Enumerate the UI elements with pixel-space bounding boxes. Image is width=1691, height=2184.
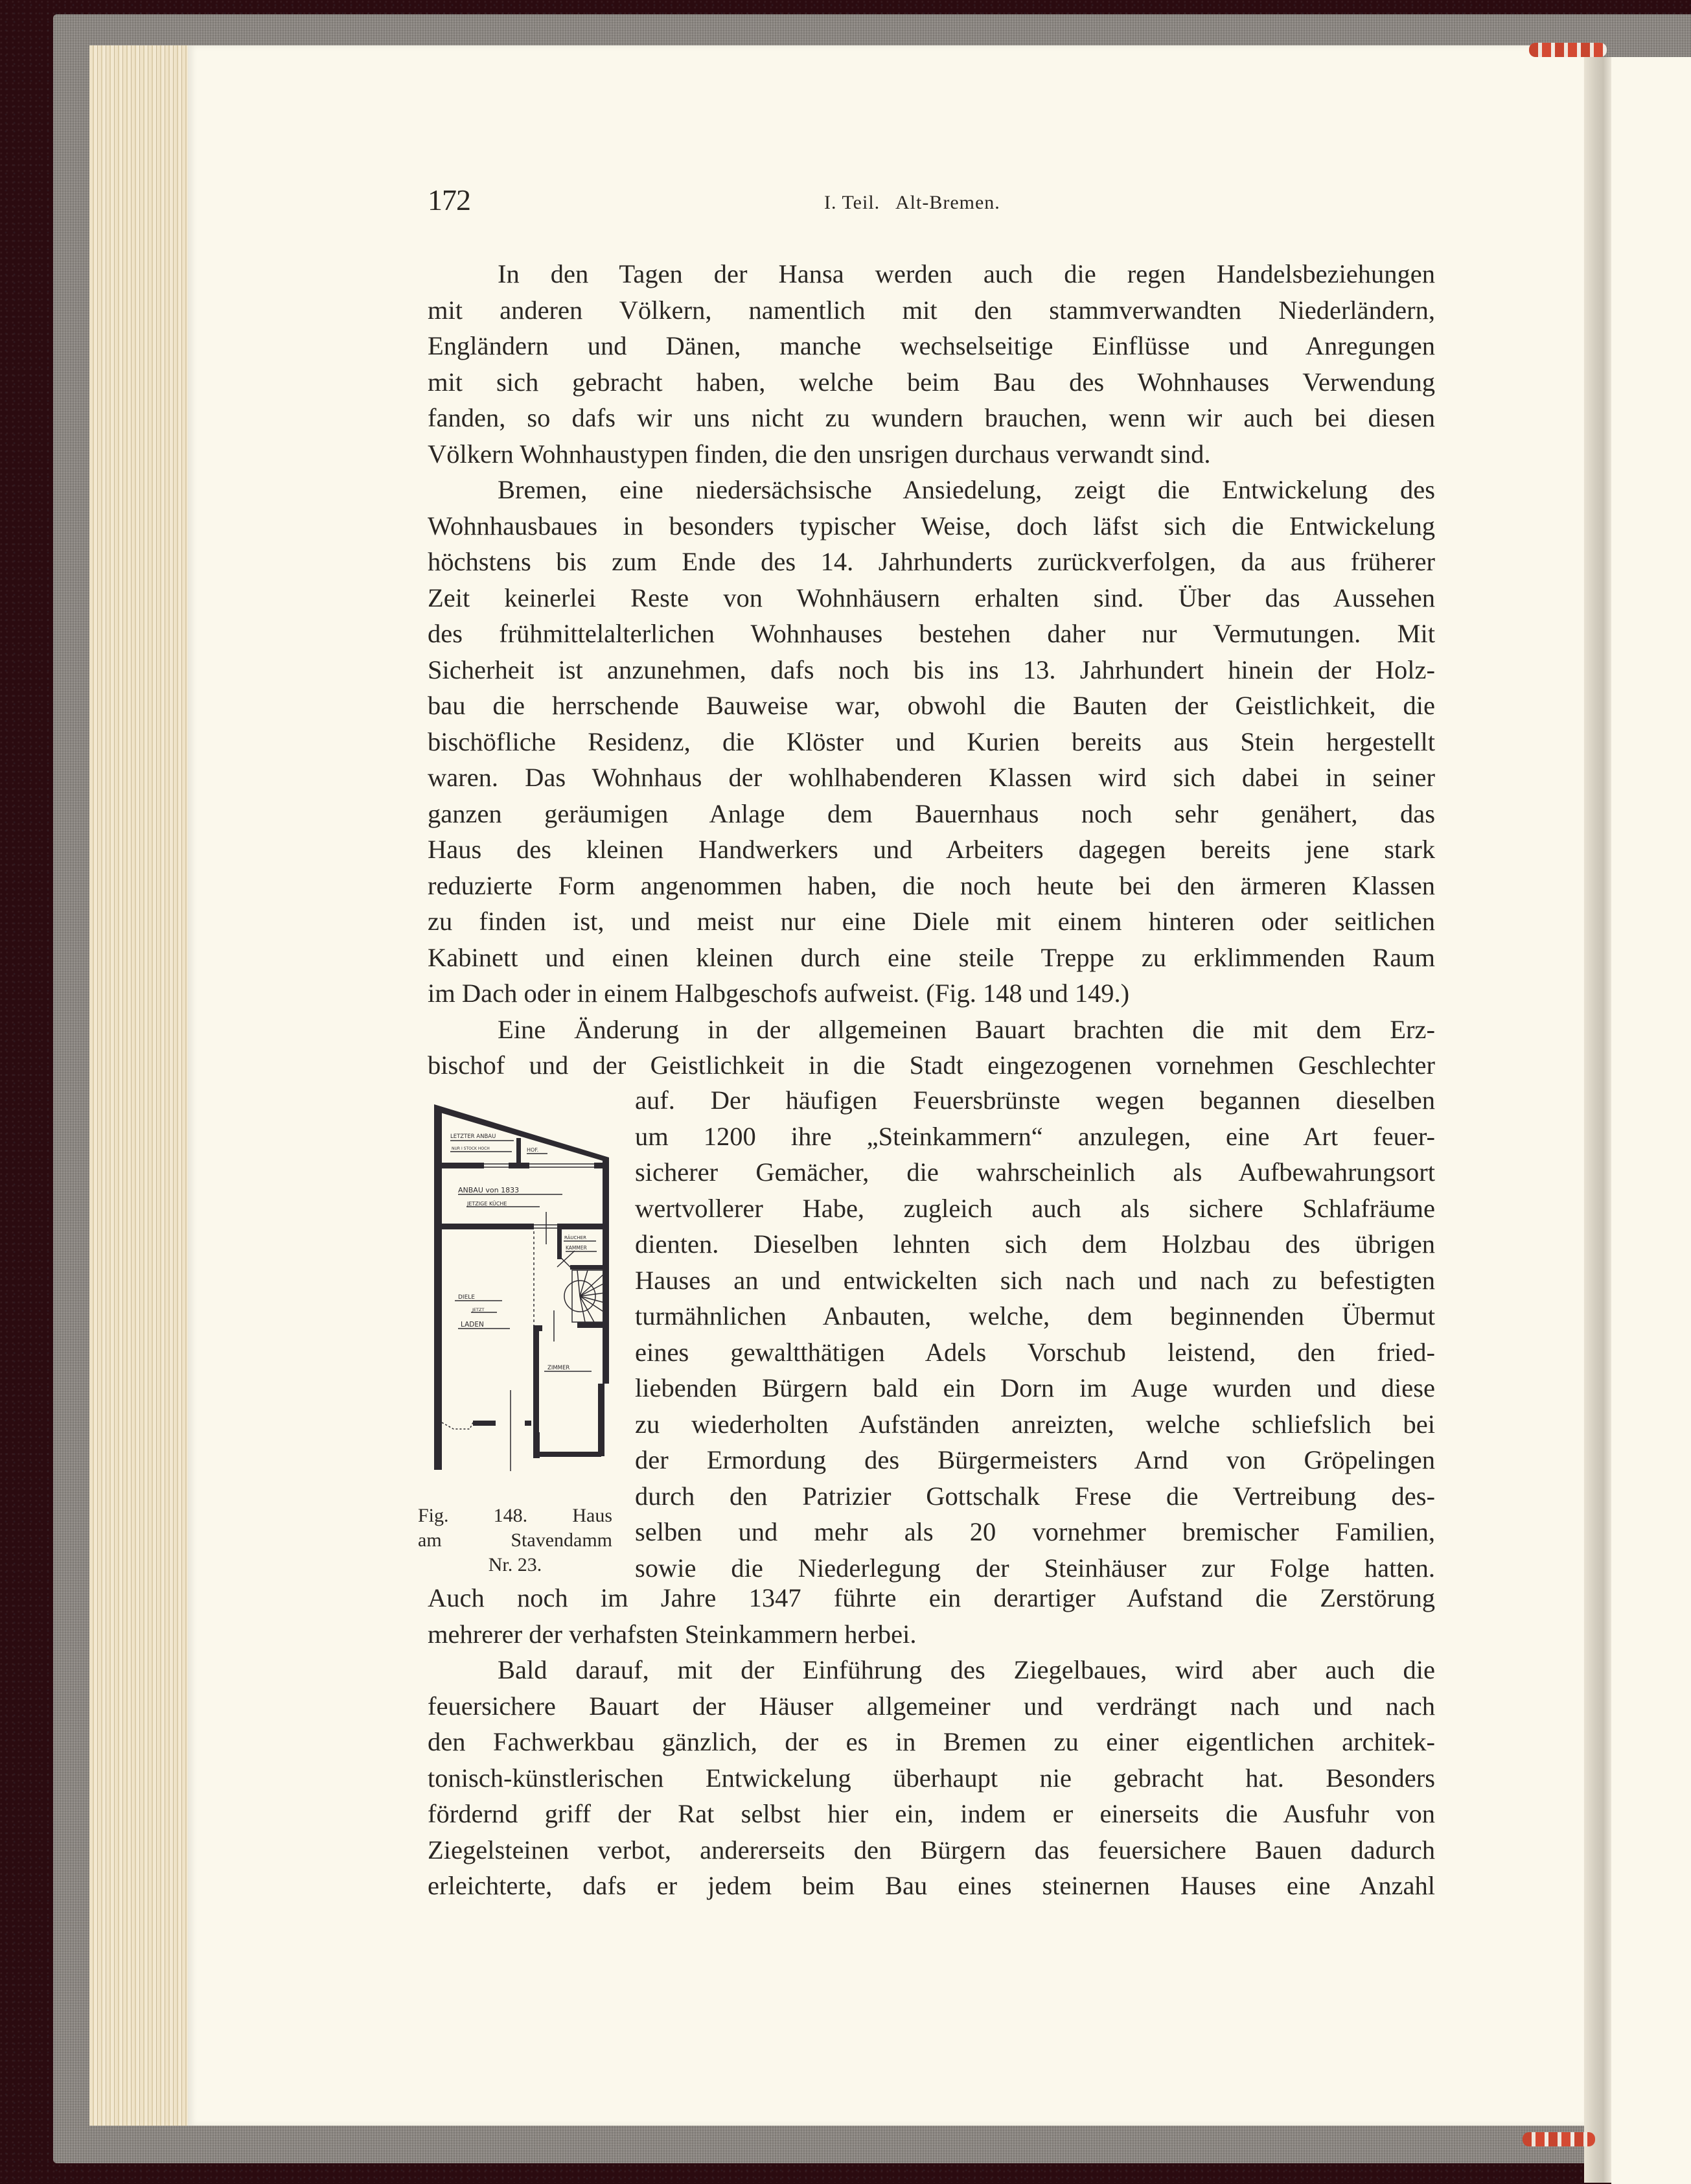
running-title: I. Teil. Alt-Bremen. (824, 192, 1000, 213)
plan-label-jetzige-kueche: JETZIGE KÜCHE (467, 1201, 507, 1207)
plan-label-hof: HOF. (527, 1147, 539, 1153)
plan-label-jetzt: JETZT (472, 1307, 485, 1312)
floor-plan-figure (424, 1095, 619, 1478)
floor-plan-drawing (424, 1095, 619, 1478)
page-number: 172 (428, 183, 470, 216)
caption-line: am Stavendamm (418, 1529, 612, 1551)
text-line: Auch noch im Jahre 1347 führte ein derartiger Aufstand die Zerstörung (428, 1583, 1435, 1612)
text-line: Bremen, eine niedersächsische Ansiedelung, zeigt die Entwickelung des (498, 475, 1435, 504)
text-line: durch den Patrizier Gottschalk Frese die Vertreibung des- (635, 1481, 1435, 1511)
text-line: mit sich gebracht haben, welche beim Bau des Wohnhauses Verwendung (428, 367, 1435, 397)
text-line: feuersichere Bauart der Häuser allgemeiner und verdrängt nach und nach (428, 1691, 1435, 1721)
headband-top (1529, 43, 1607, 57)
text-line: den Fachwerkbau gänzlich, der es in Bremen zu einer eigentlichen architek- (428, 1727, 1435, 1756)
text-line: ganzen geräumigen Anlage dem Bauernhaus noch sehr genähert, das (428, 798, 1435, 828)
text-line: um 1200 ihre „Steinkammern“ anzulegen, eine Art feuer- (635, 1121, 1435, 1151)
figure-caption (418, 1504, 612, 1577)
text-line: wertvollerer Habe, zugleich auch als sichere Schlafräume (635, 1193, 1435, 1223)
text-line: sowie die Niederlegung der Steinhäuser zur Folge hatten. (635, 1553, 1435, 1583)
text-line: sicherer Gemächer, die wahrscheinlich als Aufbewahrungsort (635, 1157, 1435, 1187)
plan-label-diele: DIELE (458, 1294, 475, 1301)
text-line: Bald darauf, mit der Einführung des Ziegelbaues, wird aber auch die (498, 1655, 1435, 1684)
page-edges (89, 45, 193, 2126)
text-line: fördernd griff der Rat selbst hier ein, indem er einerseits die Ausfuhr von (428, 1799, 1435, 1828)
plan-label-kammer: KAMMER (566, 1245, 587, 1251)
text-line: im Dach oder in einem Halbgeschofs aufweist. (Fig. 148 und 149.) (428, 979, 1130, 1008)
text-line: zu wiederholten Aufständen anreizten, welche schliefslich bei (635, 1409, 1435, 1439)
text-line: Eine Änderung in der allgemeinen Bauart brachten die mit dem Erz- (498, 1014, 1435, 1044)
plan-label-letzter-anbau: LETZTER ANBAU (450, 1133, 496, 1140)
text-line: Haus des kleinen Handwerkers und Arbeiters dagegen bereits jene stark (428, 835, 1435, 864)
plan-label-laden: LADEN (461, 1321, 484, 1329)
text-line: höchstens bis zum Ende des 14. Jahrhunderts zurückverfolgen, da aus früherer (428, 547, 1435, 576)
text-line: mit anderen Völkern, namentlich mit den stammverwandten Niederländern, (428, 295, 1435, 325)
body-text-bottom (428, 1580, 1435, 1904)
text-line: Kabinett und einen kleinen durch eine steile Treppe zu erklimmenden Raum (428, 942, 1435, 972)
text-line: Wohnhausbaues in besonders typischer Weise, doch läfst sich die Entwickelung (428, 511, 1435, 540)
text-line: Ziegelsteinen verbot, andererseits den Bürgern das feuersichere Bauen dadurch (428, 1835, 1435, 1865)
text-line: bischöfliche Residenz, die Klöster und Kurien bereits aus Stein hergestellt (428, 726, 1435, 756)
facing-page-edge (1611, 57, 1691, 2184)
text-line: liebenden Bürgern bald ein Dorn im Auge wurden und diese (635, 1373, 1435, 1402)
text-line: bischof und der Geistlichkeit in die Stadt eingezogenen vornehmen Geschlechter (428, 1051, 1435, 1080)
text-line: turmähnlichen Anbauten, welche, dem beginnenden Übermut (635, 1301, 1435, 1330)
text-line: Engländern und Dänen, manche wechselseitige Einflüsse und Anregungen (428, 331, 1435, 360)
running-head (428, 183, 1425, 222)
text-line: erleichterte, dafs er jedem beim Bau eines steinernen Hauses eine Anzahl (428, 1871, 1435, 1900)
text-line: Völkern Wohnhaustypen finden, die den unsrigen durchaus verwandt sind. (428, 439, 1211, 469)
text-line: fanden, so dafs wir uns nicht zu wundern brauchen, wenn wir auch bei diesen (428, 403, 1435, 432)
text-line: eines gewaltthätigen Adels Vorschub leistend, den fried- (635, 1337, 1435, 1367)
book-gutter (1584, 57, 1611, 2183)
caption-line: Fig. 148. Haus (418, 1505, 612, 1526)
text-line: Hauses an und entwickelten sich nach und nach zu befestigten (635, 1265, 1435, 1295)
text-line: des frühmittelalterlichen Wohnhauses bestehen daher nur Vermutungen. Mit (428, 619, 1435, 648)
text-line: mehrerer der verhafsten Steinkammern herbei. (428, 1619, 917, 1649)
text-line: selben und mehr als 20 vornehmer bremischer Familien, (635, 1517, 1435, 1546)
plan-label-zimmer: ZIMMER (547, 1365, 570, 1371)
text-line: dienten. Dieselben lehnten sich dem Holzbau des übrigen (635, 1229, 1435, 1259)
text-line: Zeit keinerlei Reste von Wohnhäusern erhalten sind. Über das Aussehen (428, 583, 1435, 612)
text-line: In den Tagen der Hansa werden auch die regen Handelsbeziehungen (498, 259, 1435, 288)
plan-label-raeucher: RÄUCHER (564, 1235, 586, 1240)
text-line: bau die herrschende Bauweise war, obwohl die Bauten der Geistlichkeit, die (428, 691, 1435, 720)
text-line: der Ermordung des Bürgermeisters Arnd von Gröpelingen (635, 1445, 1435, 1474)
caption-line: Nr. 23. (488, 1554, 542, 1575)
text-line: auf. Der häufigen Feuersbrünste wegen begannen dieselben (635, 1086, 1435, 1115)
text-line: zu finden ist, und meist nur eine Diele mit einem hinteren oder seitlichen (428, 907, 1435, 936)
text-line: tonisch-künstlerischen Entwickelung überhaupt nie gebracht hat. Besonders (428, 1763, 1435, 1793)
plan-label-anbau-1833: ANBAU von 1833 (458, 1186, 520, 1194)
text-line: reduzierte Form angenommen haben, die noch heute bei den ärmeren Klassen (428, 870, 1435, 900)
text-line: Sicherheit ist anzunehmen, dafs noch bis ins 13. Jahrhundert hinein der Holz- (428, 655, 1435, 684)
body-text-top (428, 256, 1435, 1084)
text-line: waren. Das Wohnhaus der wohlhabenderen Klassen wird sich dabei in seiner (428, 763, 1435, 792)
headband-bottom (1523, 2132, 1595, 2146)
plan-label-nur-i-stock: NUR I STOCK HOCH (452, 1146, 490, 1151)
body-text-wrapped (635, 1082, 1435, 1586)
